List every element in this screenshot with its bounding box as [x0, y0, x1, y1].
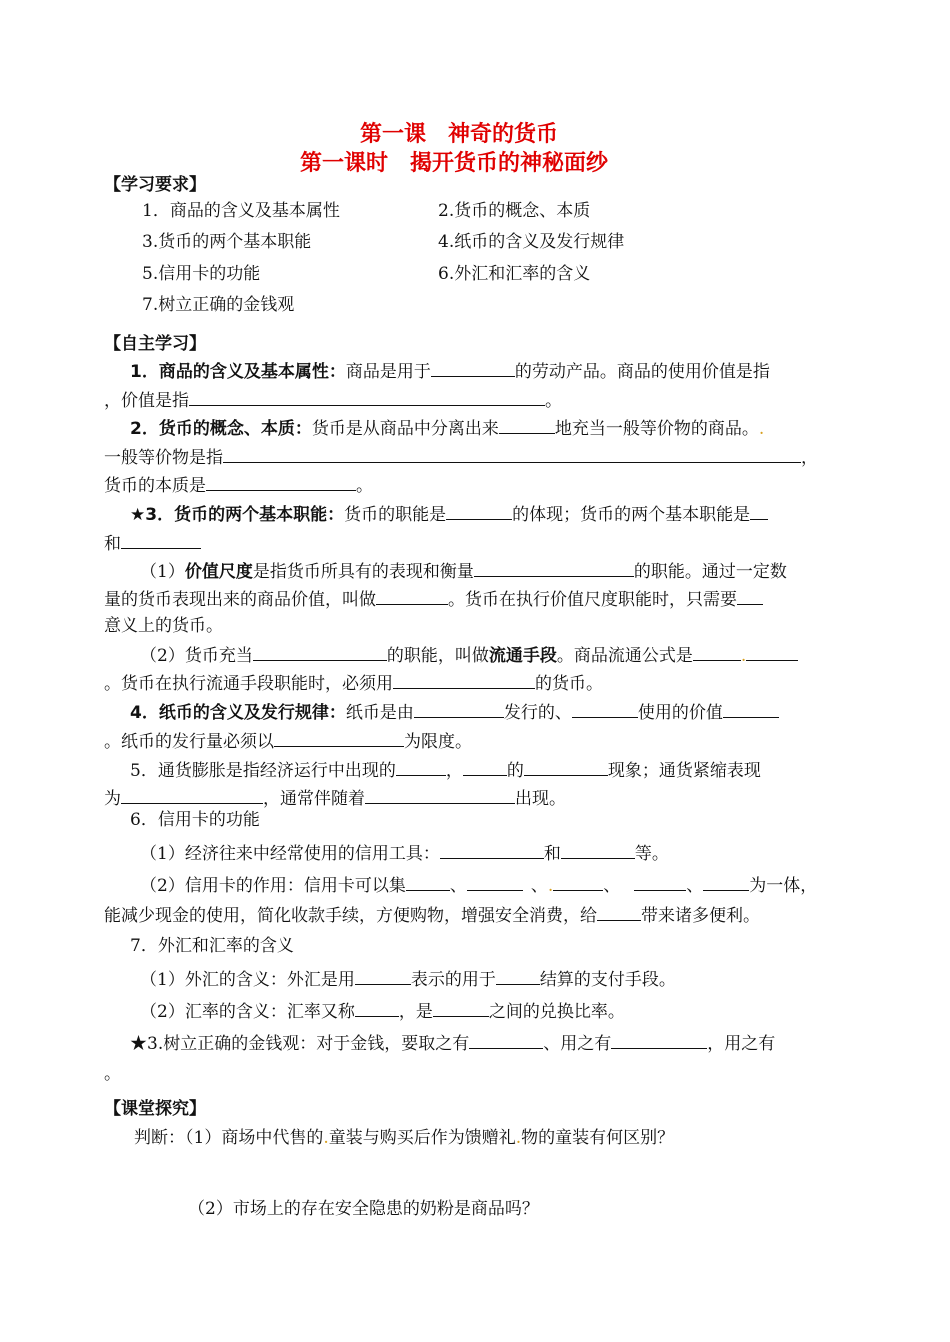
question-4-label: 4．纸币的含义及发行规律：	[130, 703, 346, 723]
question-2: 2．货币的概念、本质：货币是从商品中分离出来 地充当一般等价物的商品。.	[130, 416, 764, 440]
term-circulation-means: 流通手段	[488, 646, 557, 666]
decorative-dot: .	[740, 646, 747, 666]
fill-blank[interactable]	[393, 671, 535, 689]
decorative-dot: .	[547, 876, 554, 896]
lesson-title: 第一课 神奇的货币	[360, 122, 559, 147]
question-4-line2: 。纸币的发行量必须以 为限度。	[104, 729, 472, 753]
requirement-item: 5.信用卡的功能	[142, 264, 261, 284]
fill-blank[interactable]	[737, 587, 763, 605]
fill-blank[interactable]	[406, 873, 450, 891]
question-6-part2-line2: 能减少现金的使用，简化收款手续，方便购物，增强安全消费，给 带来诸多便利。	[104, 903, 760, 927]
fill-blank[interactable]	[121, 786, 263, 804]
fill-blank[interactable]	[467, 873, 523, 891]
question-6-heading: 6．信用卡的功能	[130, 810, 260, 830]
fill-blank[interactable]	[223, 445, 801, 463]
fill-blank[interactable]	[365, 786, 515, 804]
requirements-heading: 【学习要求】	[104, 175, 206, 195]
question-8: ★3.树立正确的金钱观：对于金钱，要取之有 、用之有 ，用之有	[130, 1031, 775, 1055]
fill-blank[interactable]	[355, 999, 399, 1017]
question-3-part1: （1）价值尺度是指货币所具有的表现和衡量 的职能。通过一定数	[140, 559, 787, 583]
fill-blank[interactable]	[274, 729, 404, 747]
requirement-item: 2.货币的概念、本质	[438, 201, 591, 221]
fill-blank[interactable]	[206, 473, 356, 491]
fill-blank[interactable]	[693, 643, 741, 661]
fill-blank[interactable]	[253, 643, 387, 661]
decorative-dot: .	[323, 1128, 329, 1148]
fill-blank[interactable]	[440, 841, 544, 859]
fill-blank[interactable]	[189, 388, 545, 406]
fill-blank[interactable]	[414, 700, 504, 718]
fill-blank[interactable]	[446, 502, 512, 520]
question-3-part1-line2: 量的货币表现出来的商品价值，叫做 。货币在执行价值尺度职能时，只需要	[104, 587, 763, 611]
question-2-line3: 货币的本质是 。	[104, 473, 373, 497]
fill-blank[interactable]	[597, 903, 641, 921]
question-2-line2: 一般等价物是指 ，	[104, 445, 818, 469]
decorative-dot: .	[758, 419, 765, 439]
fill-blank[interactable]	[469, 1031, 543, 1049]
fill-blank[interactable]	[723, 700, 779, 718]
question-6-part2: （2）信用卡的作用：信用卡可以集 、 、. 、 、 为一体，	[140, 873, 817, 897]
fill-blank[interactable]	[634, 873, 686, 891]
question-3-label: ★3．货币的两个基本职能：	[130, 505, 345, 525]
fill-blank[interactable]	[121, 531, 201, 549]
question-6-part1: （1）经济往来中经常使用的信用工具： 和 等。	[140, 841, 669, 865]
fill-blank[interactable]	[474, 559, 634, 577]
self-study-heading: 【自主学习】	[104, 334, 206, 354]
question-3-part2: （2）货币充当 的职能，叫做流通手段。商品流通公式是 .	[140, 643, 798, 667]
requirement-item: 4.纸币的含义及发行规律	[438, 232, 625, 252]
fill-blank[interactable]	[611, 1031, 707, 1049]
section-title: 第一课时 揭开货币的神秘面纱	[300, 151, 609, 176]
question-4: 4．纸币的含义及发行规律：纸币是由 发行的、 使用的价值	[130, 700, 779, 724]
question-7-heading: 7．外汇和汇率的含义	[130, 936, 294, 956]
question-5: 5．通货膨胀是指经济运行中出现的 ， 的 现象；通货紧缩表现	[130, 758, 761, 782]
fill-blank[interactable]	[433, 999, 489, 1017]
fill-blank[interactable]	[499, 416, 555, 434]
fill-blank[interactable]	[496, 967, 540, 985]
question-5-line2: 为 ，通常伴随着 出现。	[104, 786, 566, 810]
question-1: 1．商品的含义及基本属性：商品是用于 的劳动产品。商品的使用价值是指	[130, 359, 770, 383]
inquiry-heading: 【课堂探究】	[104, 1099, 206, 1119]
question-1-label: 1．商品的含义及基本属性：	[130, 362, 346, 382]
question-7-part2: （2）汇率的含义：汇率又称 ，是 之间的兑换比率。	[140, 999, 625, 1023]
requirement-item: 6.外汇和汇率的含义	[438, 264, 591, 284]
requirement-item: 7.树立正确的金钱观	[142, 295, 295, 315]
fill-blank[interactable]	[746, 643, 798, 661]
question-3-line2: 和	[104, 531, 201, 555]
inquiry-question-1: 判断：（1）商场中代售的.童装与购买后作为馈赠礼.物的童装有何区别？	[134, 1128, 675, 1148]
fill-blank[interactable]	[553, 873, 603, 891]
question-1-line2: ，价值是指 。	[104, 388, 562, 412]
fill-blank[interactable]	[431, 359, 515, 377]
fill-blank[interactable]	[463, 758, 507, 776]
question-3: ★3．货币的两个基本职能：货币的职能是 的体现；货币的两个基本职能是	[130, 502, 768, 526]
requirement-item: 3.货币的两个基本职能	[142, 232, 312, 252]
fill-blank[interactable]	[561, 841, 635, 859]
fill-blank[interactable]	[572, 700, 638, 718]
fill-blank[interactable]	[376, 587, 448, 605]
inquiry-question-2: （2）市场上的存在安全隐患的奶粉是商品吗？	[188, 1199, 539, 1219]
fill-blank[interactable]	[524, 758, 608, 776]
fill-blank[interactable]	[703, 873, 749, 891]
question-7-part1: （1）外汇的含义：外汇是用 表示的用于 结算的支付手段。	[140, 967, 676, 991]
fill-blank[interactable]	[750, 502, 768, 520]
requirement-item: 1．商品的含义及基本属性	[142, 201, 340, 221]
question-8-line2: 。	[104, 1064, 121, 1084]
question-3-part2-line2: 。货币在执行流通手段职能时，必须用 的货币。	[104, 671, 603, 695]
decorative-dot: .	[515, 1128, 522, 1148]
fill-blank[interactable]	[396, 758, 446, 776]
question-3-part1-line3: 意义上的货币。	[104, 616, 223, 636]
fill-blank[interactable]	[355, 967, 411, 985]
term-value-measure: 价值尺度	[184, 562, 253, 582]
question-2-label: 2．货币的概念、本质：	[130, 419, 312, 439]
